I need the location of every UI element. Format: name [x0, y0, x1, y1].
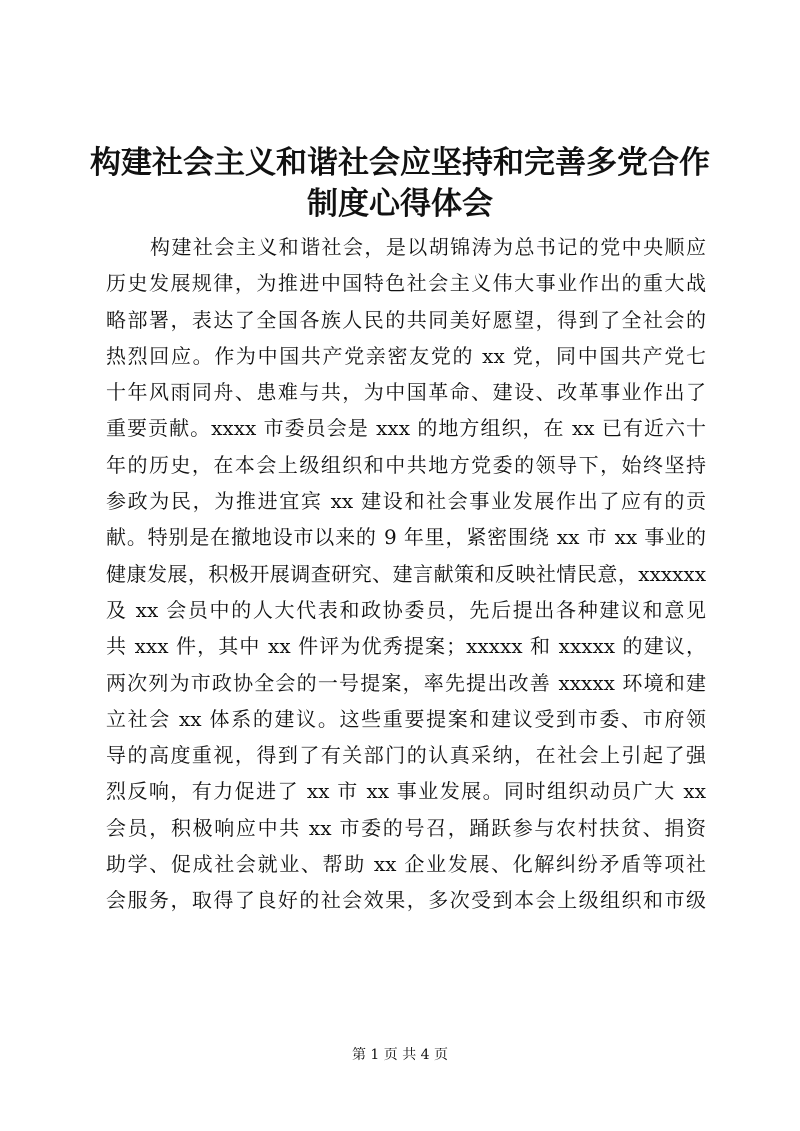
body-paragraph — [106, 229, 706, 919]
paragraph-line: 年的历史，在本会上级组织和中共地方党委的领导下，始终坚持 — [106, 452, 706, 477]
page-number-footer: 第 1 页 共 4 页 — [351, 1047, 449, 1063]
paragraph-line: 略部署，表达了全国各族人民的共同美好愿望，得到了全社会的 — [106, 307, 706, 332]
paragraph-line: 及 xx 会员中的人大代表和政协委员，先后提出各种建议和意见 — [106, 597, 706, 622]
paragraph-line: 构建社会主义和谐社会，是以胡锦涛为总书记的党中央顺应 — [150, 235, 706, 259]
paragraph-line: 热烈回应。作为中国共产党亲密友党的 xx 党，同中国共产党七 — [106, 343, 706, 368]
title-line: 制度心得体会 — [307, 186, 493, 222]
paragraph-line: 会员，积极响应中共 xx 市委的号召，踊跃参与农村扶贫、捐资 — [106, 815, 706, 840]
paragraph-line: 参政为民，为推进宜宾 xx 建设和社会事业发展作出了应有的贡 — [106, 489, 706, 514]
paragraph-line: 健康发展，积极开展调查研究、建言献策和反映社情民意，xxxxxx — [106, 561, 706, 586]
paragraph-line: 会服务，取得了良好的社会效果，多次受到本会上级组织和市级 — [106, 888, 706, 913]
paragraph-line: 导的高度重视，得到了有关部门的认真采纳，在社会上引起了强 — [106, 743, 706, 768]
title-line: 构建社会主义和谐社会应坚持和完善多党合作 — [90, 145, 710, 181]
page-title — [60, 143, 740, 225]
paragraph-line: 两次列为市政协全会的一号提案，率先提出改善 xxxxx 环境和建 — [106, 670, 706, 695]
paragraph-line: 重要贡献。xxxx 市委员会是 xxx 的地方组织，在 xx 已有近六十 — [106, 416, 706, 441]
paragraph-line: 十年风雨同舟、患难与共，为中国革命、建设、改革事业作出了 — [106, 380, 706, 405]
paragraph-line: 立社会 xx 体系的建议。这些重要提案和建议受到市委、市府领 — [106, 706, 706, 731]
paragraph-line: 献。特别是在撤地设市以来的 9 年里，紧密围绕 xx 市 xx 事业的 — [106, 525, 706, 550]
paragraph-line: 助学、促成社会就业、帮助 xx 企业发展、化解纠纷矛盾等项社 — [106, 852, 706, 877]
paragraph-line: 共 xxx 件，其中 xx 件评为优秀提案；xxxxx 和 xxxxx 的建议， — [106, 634, 706, 659]
paragraph-line: 历史发展规律，为推进中国特色社会主义伟大事业作出的重大战 — [106, 271, 706, 296]
paragraph-line: 烈反响，有力促进了 xx 市 xx 事业发展。同时组织动员广大 xx — [106, 779, 706, 804]
